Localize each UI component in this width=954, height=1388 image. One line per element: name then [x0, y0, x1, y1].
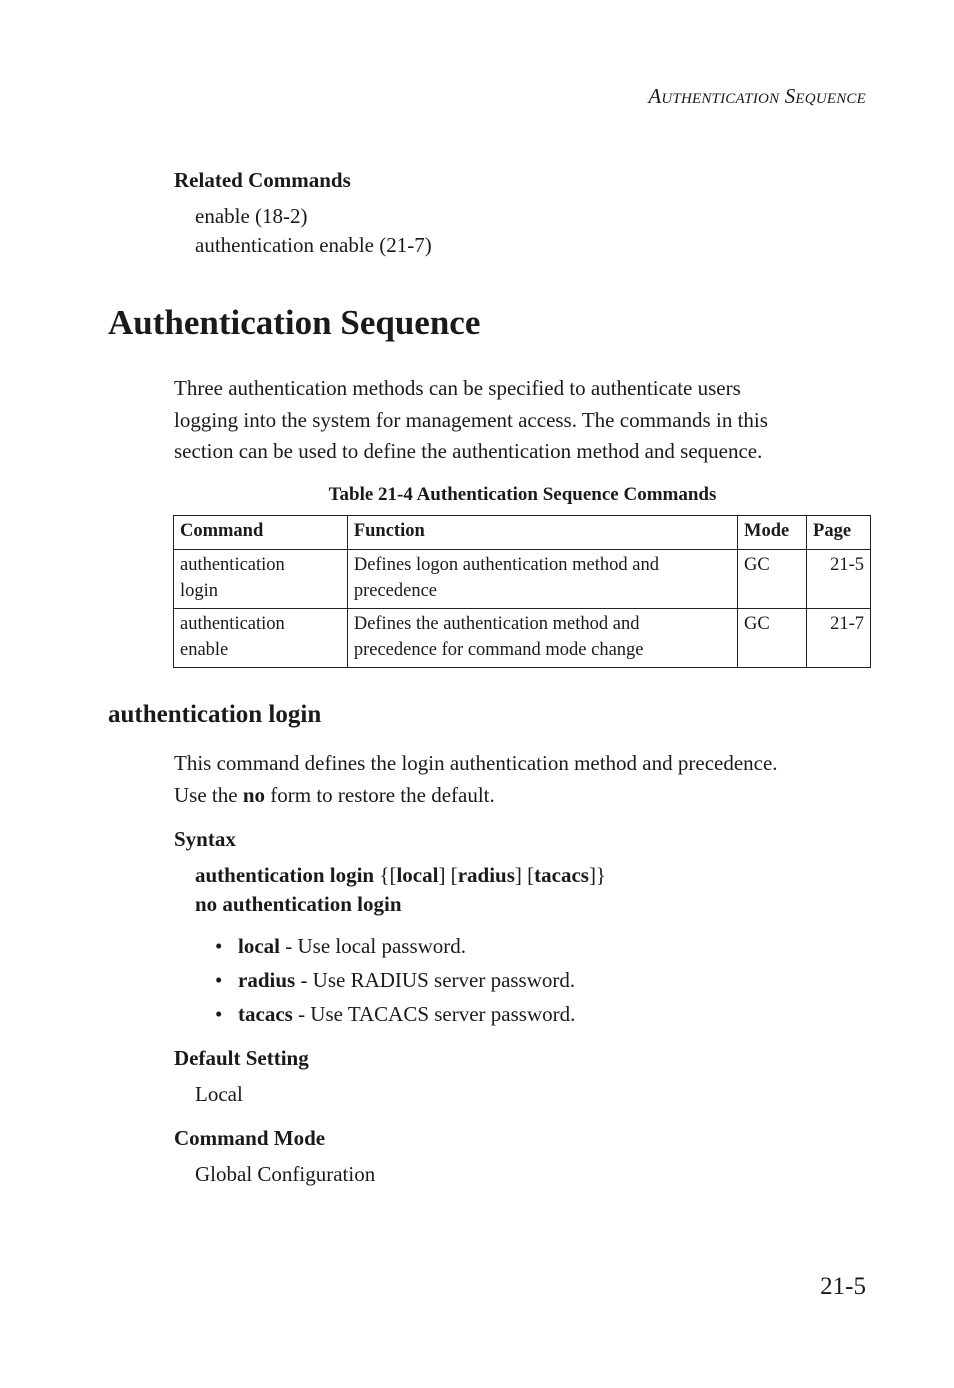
no-keyword: no — [242, 782, 266, 807]
command-cell — [174, 550, 348, 609]
command-description — [174, 748, 854, 811]
running-header: Authentication Sequence — [648, 84, 866, 108]
command-text: login — [180, 581, 219, 601]
page-cell: 21-5 — [807, 550, 871, 609]
syntax-heading: Syntax — [174, 827, 236, 851]
option-list — [215, 934, 575, 1036]
related-commands-heading: Related Commands — [174, 168, 351, 192]
default-setting-value: Local — [195, 1082, 243, 1106]
page-cell: 21-7 — [807, 609, 871, 668]
intro-line: section can be used to define the authentication method and sequence. — [174, 439, 763, 463]
intro-line: logging into the system for management access. The commands in this — [174, 407, 768, 432]
option-description: - Use TACACS server password. — [292, 1002, 576, 1026]
list-item — [215, 934, 575, 968]
function-text: Defines logon authentication method and — [353, 555, 659, 575]
syntax-bracket: ] [ — [514, 863, 535, 887]
syntax-option: local — [396, 863, 439, 887]
description-line — [174, 780, 854, 812]
syntax-no-form: no authentication login — [195, 892, 402, 916]
function-cell — [347, 609, 737, 668]
option-description: - Use local password. — [280, 934, 467, 958]
column-header-mode: Mode — [738, 516, 807, 550]
command-mode-value: Global Configuration — [195, 1162, 376, 1186]
syntax-option: tacacs — [534, 863, 589, 887]
column-header-page: Page — [807, 516, 871, 550]
function-text: Defines the authentication method and — [353, 614, 640, 634]
related-command-item: authentication enable (21-7) — [195, 233, 432, 257]
function-cell — [347, 550, 737, 609]
command-text: enable — [180, 640, 229, 660]
table-row — [174, 609, 871, 668]
option-keyword: local — [238, 934, 280, 958]
description-text: form to restore the default. — [265, 782, 495, 807]
section-intro — [174, 373, 854, 468]
function-text: precedence — [353, 581, 438, 601]
column-header-function: Function — [347, 516, 737, 550]
table-header-row — [174, 516, 871, 550]
option-description: - Use RADIUS server password. — [295, 968, 576, 992]
function-text: precedence for command mode change — [353, 640, 644, 660]
mode-cell: GC — [738, 550, 807, 609]
intro-line: Three authentication methods can be specified to authenticate users — [174, 376, 741, 400]
bullet-icon: • — [215, 1002, 223, 1026]
description-line: This command defines the login authentication method and precedence. — [174, 751, 778, 775]
bullet-icon: • — [215, 934, 223, 958]
syntax-line — [195, 863, 606, 888]
syntax-command: authentication login — [195, 863, 375, 887]
list-item — [215, 1002, 575, 1036]
section-title: Authentication Sequence — [108, 303, 481, 342]
column-header-command: Command — [174, 516, 348, 550]
command-title: authentication login — [108, 701, 322, 728]
command-text: authentication — [180, 555, 285, 575]
default-setting-heading: Default Setting — [174, 1046, 309, 1070]
bullet-icon: • — [215, 968, 223, 992]
table-caption: Table 21-4 Authentication Sequence Commands — [328, 484, 717, 505]
command-mode-heading: Command Mode — [174, 1126, 326, 1150]
description-text: Use the — [174, 782, 243, 807]
list-item — [215, 968, 575, 1002]
command-cell — [174, 609, 348, 668]
syntax-bracket: ] [ — [438, 863, 458, 887]
page-number: 21-5 — [820, 1273, 866, 1300]
mode-cell: GC — [738, 609, 807, 668]
syntax-bracket: {[ — [374, 863, 397, 887]
option-keyword: tacacs — [238, 1002, 293, 1026]
syntax-option: radius — [457, 863, 515, 887]
option-keyword: radius — [238, 968, 296, 992]
table-row — [174, 550, 871, 609]
syntax-bracket: ]} — [588, 863, 607, 887]
commands-table — [173, 515, 871, 668]
command-text: authentication — [180, 614, 285, 634]
related-command-item: enable (18-2) — [195, 204, 308, 228]
